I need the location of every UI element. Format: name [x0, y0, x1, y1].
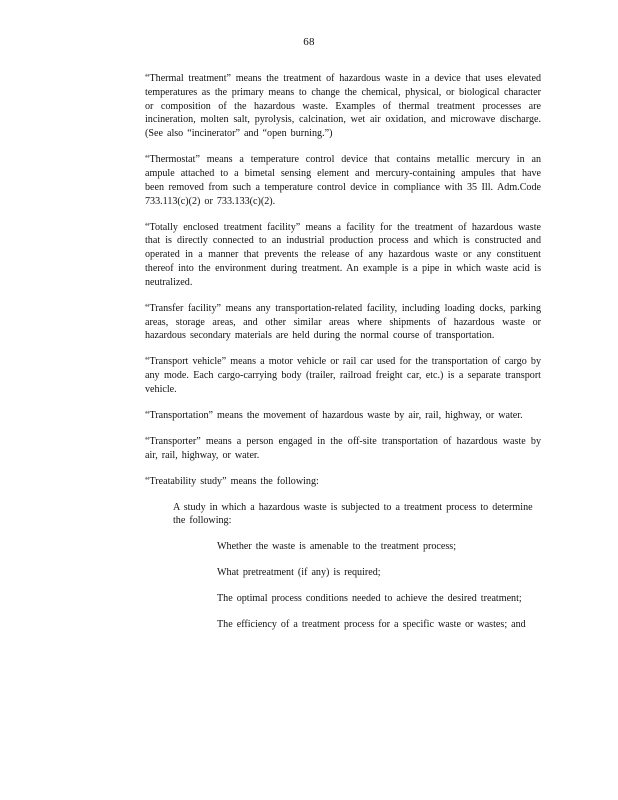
definition-totally-enclosed-treatment-facility: “Totally enclosed treatment facility” means a facility for the treatment of hazardous waste that is directly connected to an industrial production process and which is constructed and operated in a manner that prevents the release of any hazardous waste or any constituent thereof into the environment during treatment. An example is a pipe in which waste acid is neutralized.: [145, 221, 541, 288]
document-body: [145, 72, 541, 644]
definition-transport-vehicle: “Transport vehicle” means a motor vehicle or rail car used for the transportation of cargo by any mode. Each cargo-carrying body (trailer, railroad freight car, etc.) is a separate transport vehicle.: [145, 356, 541, 395]
treatability-item-amenable: Whether the waste is amenable to the treatment process;: [217, 541, 457, 553]
definition-transfer-facility: “Transfer facility” means any transportation-related facility, including loading docks, parking areas, storage areas, and other similar areas where shipments of hazardous waste or hazardous secondary materials are held during the normal course of transportation.: [145, 302, 541, 342]
definition-treatability-study: “Treatability study” means the following:: [145, 475, 319, 487]
definition-thermal-treatment: “Thermal treatment” means the treatment of hazardous waste in a device that uses elevated temperatures as the primary means to change the chemical, physical, or biological character or composition of the hazardous waste. Examples of thermal treatment processes are incineration, molten salt, pyrolysis, calcination, wet air oxidation, and microwave discharge. (See also “incinerator” and “open burning.”): [145, 73, 541, 140]
treatability-item-efficiency: The efficiency of a treatment process for a specific waste or wastes; and: [217, 619, 526, 631]
definition-thermostat: “Thermostat” means a temperature control device that contains metallic mercury in an ampule attached to a bimetal sensing element and mercury-containing ampules that have been removed from such a temperature control device in compliance with 35 Ill. Adm.Code 733.113(c)(2) or 733.133(c)(2).: [145, 154, 541, 207]
page-number: 68: [303, 36, 315, 48]
treatability-item-optimal-conditions: The optimal process conditions needed to achieve the desired treatment;: [217, 593, 522, 605]
definition-transportation: “Transportation” means the movement of hazardous waste by air, rail, highway, or water.: [145, 409, 523, 421]
treatability-study-intro: A study in which a hazardous waste is subjected to a treatment process to determine the following:: [173, 501, 533, 527]
definition-transporter: “Transporter” means a person engaged in the off-site transportation of hazardous waste by air, rail, highway, or water.: [145, 435, 541, 461]
treatability-item-pretreatment: What pretreatment (if any) is required;: [217, 567, 381, 579]
